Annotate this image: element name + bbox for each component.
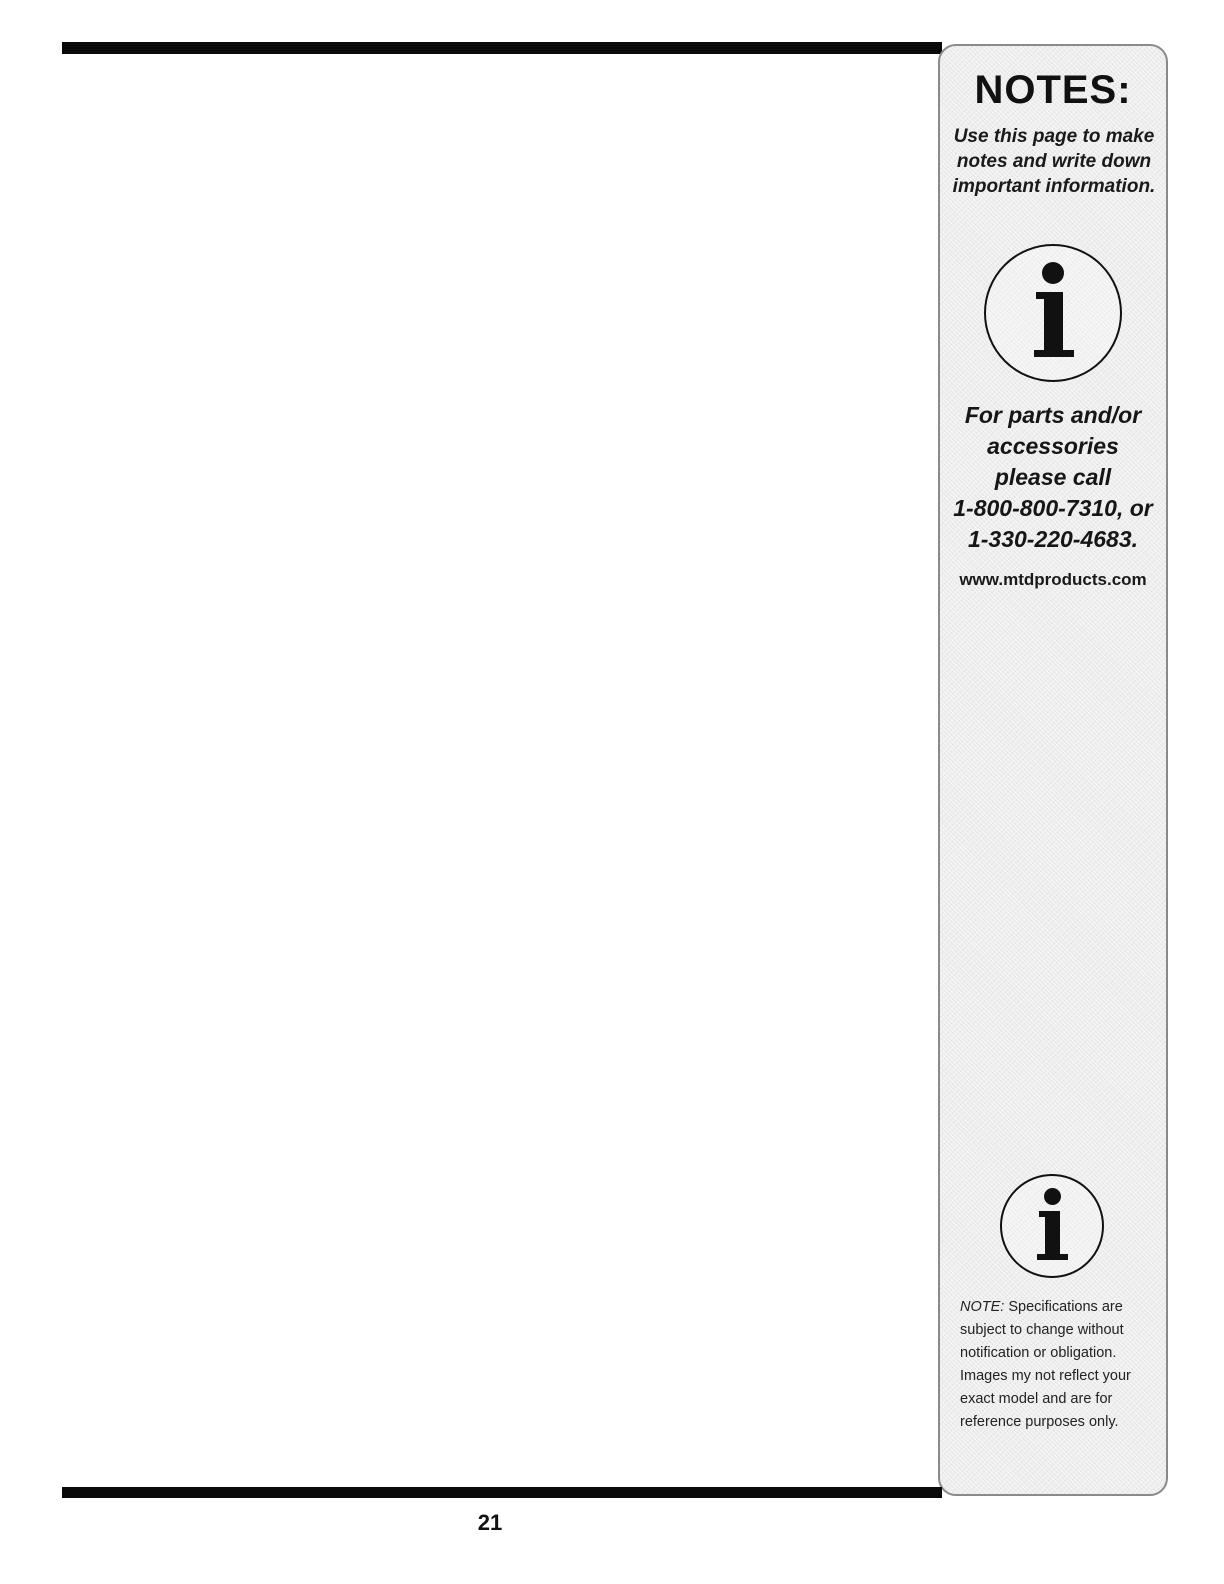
info-icon-serif-top — [1039, 1211, 1048, 1217]
notes-subtitle-line: Use this page to make — [953, 126, 1155, 147]
parts-line: For parts and/or — [964, 402, 1142, 428]
info-icon — [1000, 1174, 1104, 1278]
specifications-disclaimer — [960, 1296, 1160, 1434]
info-icon-stem — [1045, 1211, 1060, 1259]
disclaimer-line: exact model and are for — [960, 1391, 1113, 1407]
info-icon-serif-bottom — [1034, 350, 1074, 357]
disclaimer-line: notification or obligation. — [960, 1345, 1117, 1361]
notes-subtitle-line: important information. — [952, 176, 1156, 197]
info-icon-dot — [1042, 262, 1064, 284]
website-link[interactable]: www.mtdproducts.com — [959, 570, 1147, 589]
notes-subtitle-line: notes and write down — [956, 151, 1152, 172]
info-icon-stem — [1044, 292, 1063, 356]
notes-title: NOTES: — [974, 68, 1132, 112]
info-icon-serif-top — [1036, 292, 1048, 299]
disclaimer-line: Images my not reflect your — [960, 1368, 1131, 1384]
page-number: 21 — [477, 1510, 503, 1535]
disclaimer-text: Specifications are — [1004, 1299, 1123, 1315]
phone-number-primary: 1-800-800-7310, or — [953, 495, 1153, 521]
phone-number-secondary: 1-330-220-4683. — [967, 526, 1139, 552]
disclaimer-line — [960, 1296, 1160, 1319]
disclaimer-note-label: NOTE: — [960, 1299, 1005, 1315]
notes-sidebar-panel — [938, 44, 1168, 1496]
notes-subtitle — [946, 124, 1162, 199]
info-icon-serif-bottom — [1037, 1254, 1068, 1260]
bottom-rule — [62, 1487, 942, 1498]
info-icon — [984, 244, 1122, 382]
disclaimer-line: reference purposes only. — [960, 1414, 1119, 1430]
parts-contact-block — [940, 400, 1166, 555]
disclaimer-line: subject to change without — [960, 1322, 1124, 1338]
top-rule — [62, 42, 942, 54]
parts-line: accessories — [987, 433, 1119, 459]
parts-line: please call — [994, 464, 1112, 490]
info-icon-dot — [1044, 1188, 1061, 1205]
